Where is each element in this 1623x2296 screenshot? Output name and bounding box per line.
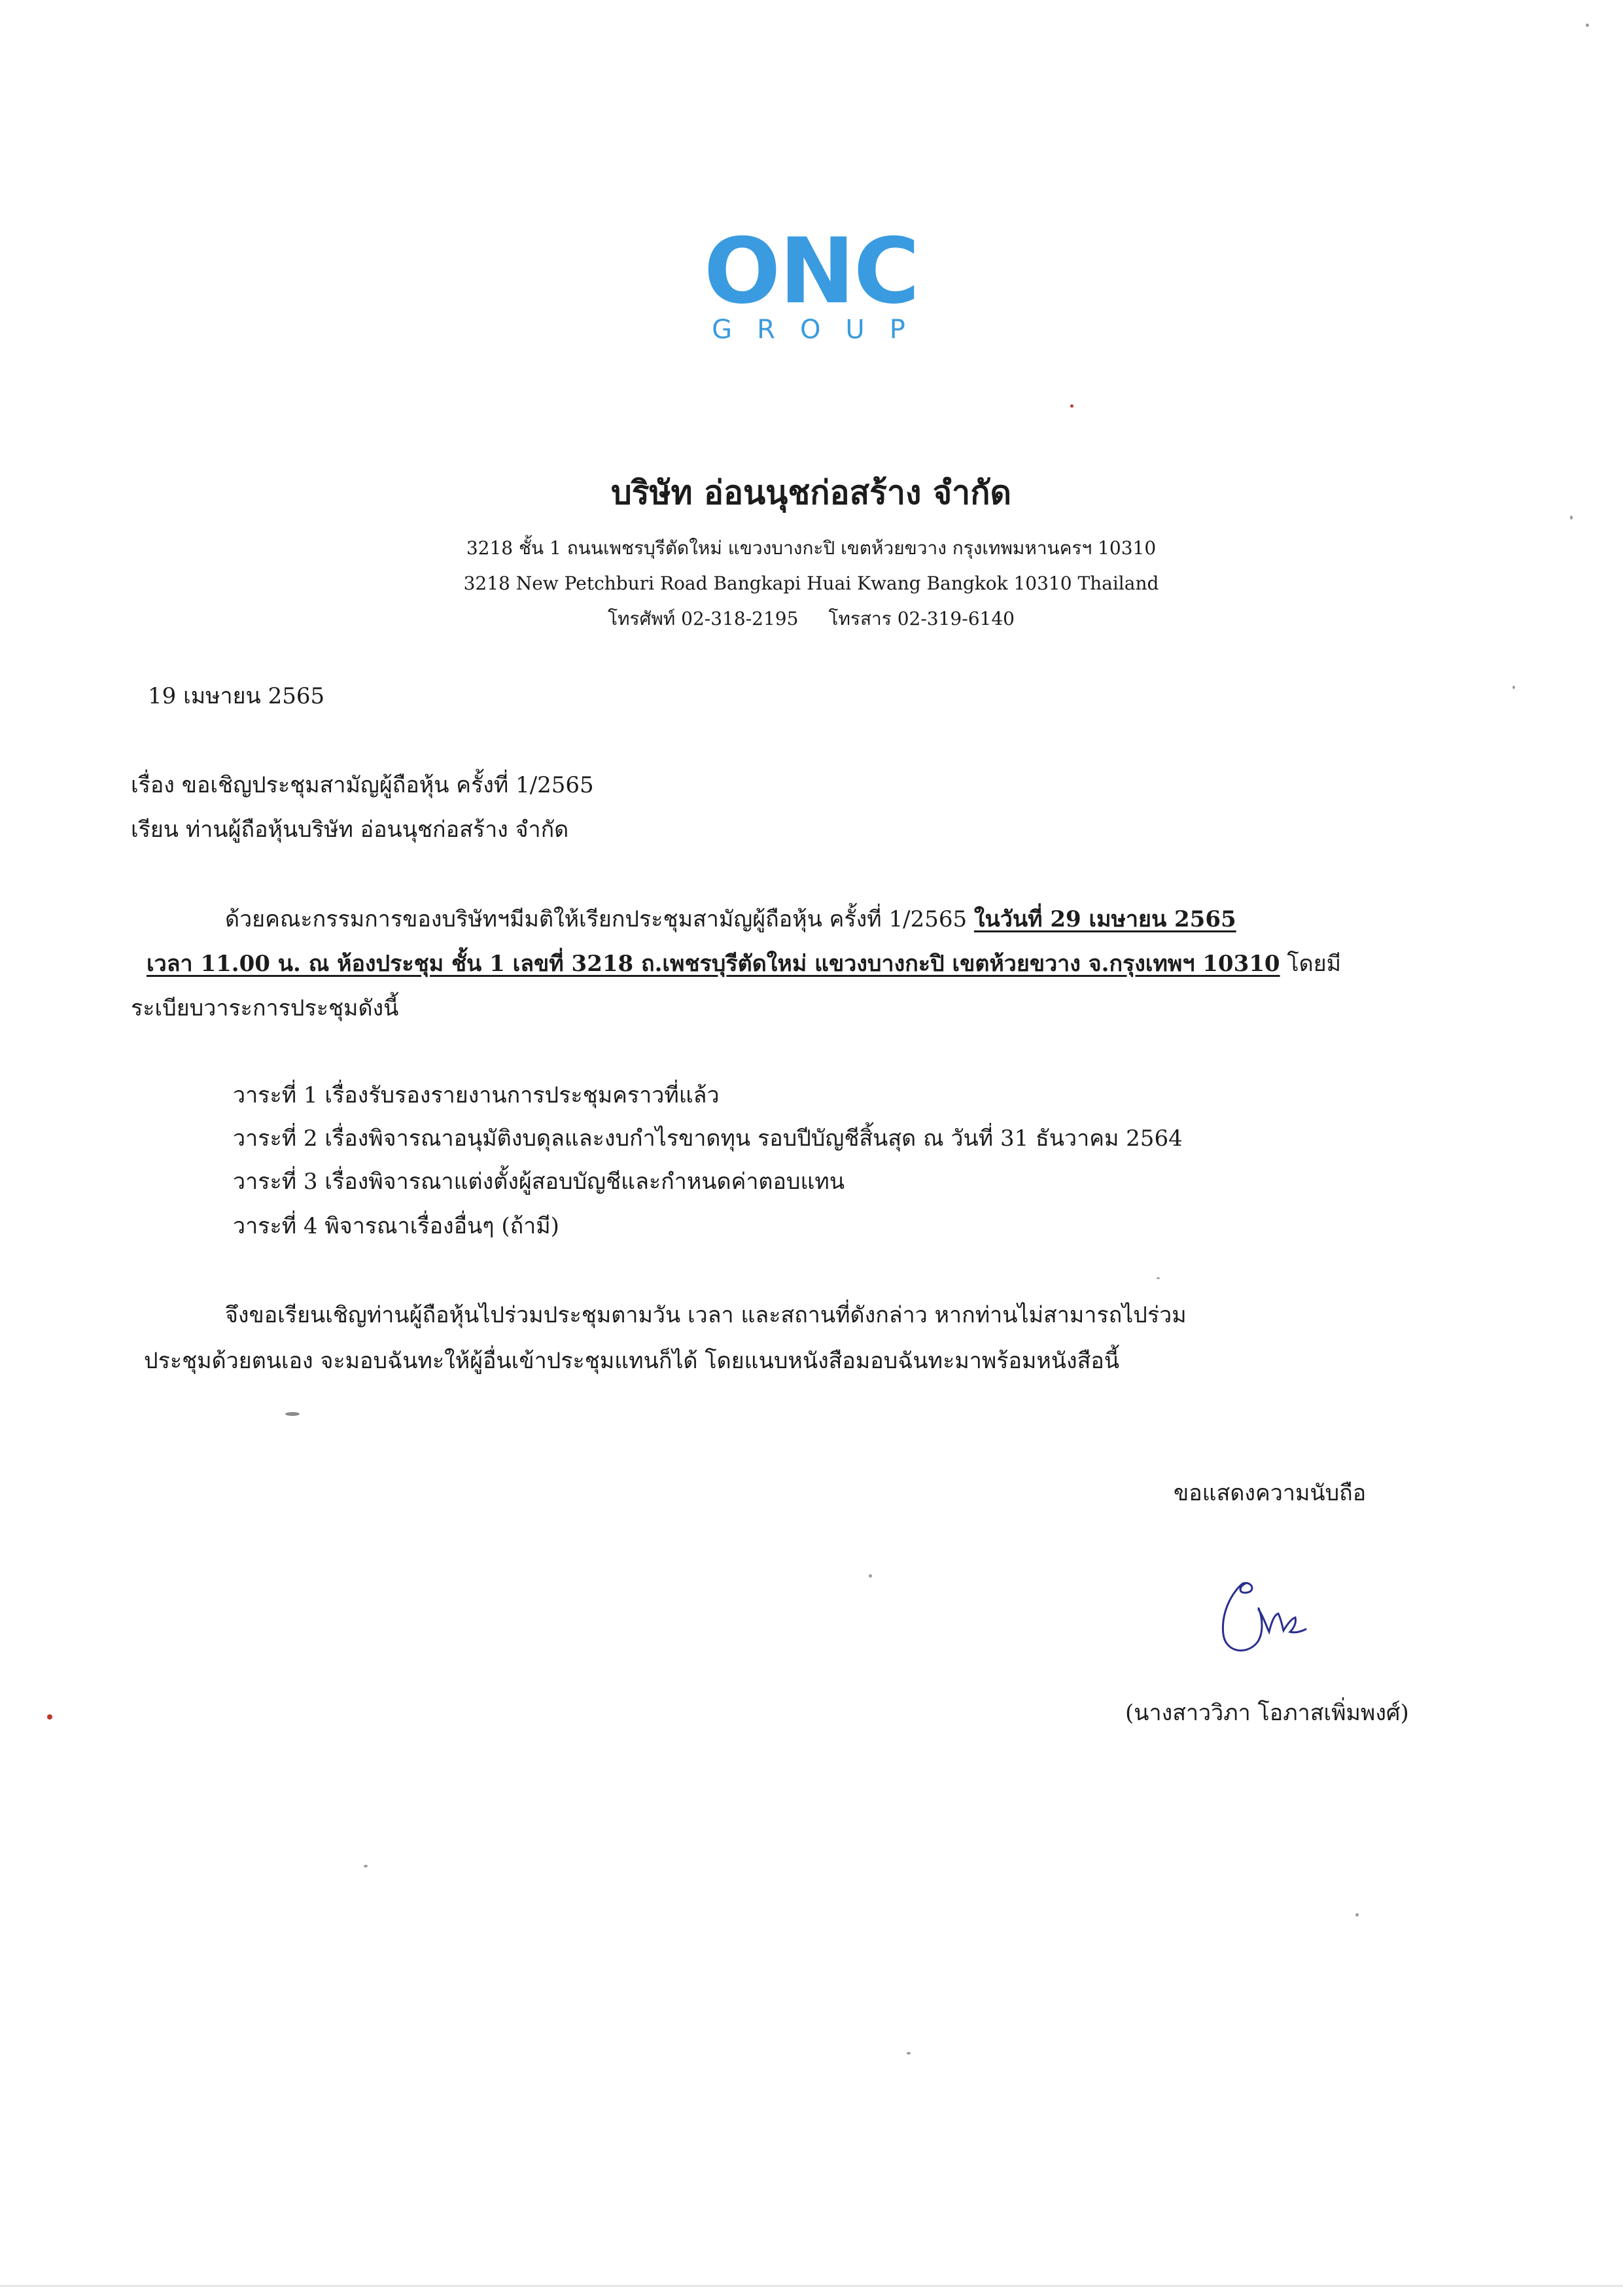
scan-speck	[1570, 516, 1573, 520]
company-logo	[680, 219, 942, 345]
paragraph-2-line-2: ประชุมด้วยตนเอง จะมอบฉันทะให้ผู้อื่นเข้าประชุมแทนก็ได้ โดยแนบหนังสือมอบฉันทะมาพร้อมหนังสือนี้	[144, 1348, 1120, 1374]
scan-speck	[285, 1412, 300, 1416]
address-thai: 3218 ชั้น 1 ถนนเพชรบุรีตัดใหม่ แขวงบางกะปิ เขตห้วยขวาง กรุงเทพมหานครฯ 10310	[466, 537, 1157, 559]
scan-speck	[1355, 1913, 1359, 1916]
logo-wordmark: ONC	[703, 219, 919, 324]
paragraph-1-continuation: โดยมี	[1280, 951, 1342, 977]
logo-subtitle: GROUP	[712, 315, 930, 345]
meeting-date: ในวันที่ 29 เมษายน 2565	[973, 906, 1236, 932]
agenda-item: วาระที่ 2 เรื่องพิจารณาอนุมัติงบดุลและงบกำไรขาดทุน รอบปีบัญชีสิ้นสุด ณ วันที่ 31 ธันวาคม 2564	[233, 1125, 1183, 1152]
closing-phrase: ขอแสดงความนับถือ	[1174, 1480, 1367, 1506]
meeting-time-venue: เวลา 11.00 น. ณ ห้องประชุม ชั้น 1 เลขที่ 3218 ถ.เพชรบุรีตัดใหม่ แขวงบางกะปิ เขตห้วยขวาง จ.กรุงเทพฯ 10310	[147, 951, 1280, 977]
paragraph-1-line-2	[147, 945, 1341, 982]
paragraph-1-line-3: ระเบียบวาระการประชุมดังนี้	[131, 995, 399, 1021]
letter-recipient: เรียน ท่านผู้ถือหุ้นบริษัท อ่อนนุชก่อสร้าง จำกัด	[131, 817, 569, 843]
scan-speck	[869, 1574, 872, 1578]
agenda-item: วาระที่ 4 พิจารณาเรื่องอื่นๆ (ถ้ามี)	[233, 1213, 559, 1239]
contact-numbers	[262, 605, 1361, 633]
agenda-item: วาระที่ 1 เรื่องรับรองรายงานการประชุมคราวที่แล้ว	[233, 1082, 720, 1108]
scan-speck	[47, 1714, 52, 1720]
scan-speck	[1586, 24, 1589, 27]
scan-speck	[1157, 1277, 1160, 1279]
letter-subject: เรื่อง ขอเชิญประชุมสามัญผู้ถือหุ้น ครั้งที่ 1/2565	[131, 772, 594, 798]
handwritten-signature	[1204, 1572, 1308, 1670]
scan-speck	[364, 1865, 368, 1867]
letter-date: 19 เมษายน 2565	[148, 683, 325, 709]
fax-number: โทรสาร 02-319-6140	[828, 608, 1015, 629]
paragraph-1-intro: ด้วยคณะกรรมการของบริษัทฯมีมติให้เรียกประชุมสามัญผู้ถือหุ้น ครั้งที่ 1/2565	[225, 906, 974, 932]
phone-number: โทรศัพท์ 02-318-2195	[608, 608, 799, 629]
scan-speck	[1070, 404, 1073, 408]
scan-bottom-edge	[0, 2285, 1623, 2287]
scan-speck	[1512, 686, 1515, 689]
scan-speck	[907, 2052, 911, 2055]
address-english: 3218 New Petchburi Road Bangkapi Huai Kwang Bangkok 10310 Thailand	[463, 573, 1159, 594]
company-name: บริษัท อ่อนนุชก่อสร้าง จำกัด	[611, 473, 1011, 512]
signatory-name: (นางสาววิภา โอภาสเพิ่มพงศ์)	[1125, 1700, 1409, 1726]
paragraph-2-line-1: จึงขอเรียนเชิญท่านผู้ถือหุ้นไปร่วมประชุมตามวัน เวลา และสถานที่ดังกล่าว หากท่านไม่สามารถไปร่วม	[225, 1302, 1187, 1328]
paragraph-1-line-1	[225, 901, 1236, 938]
agenda-item: วาระที่ 3 เรื่องพิจารณาแต่งตั้งผู้สอบบัญชีและกำหนดค่าตอบแทน	[233, 1169, 845, 1195]
